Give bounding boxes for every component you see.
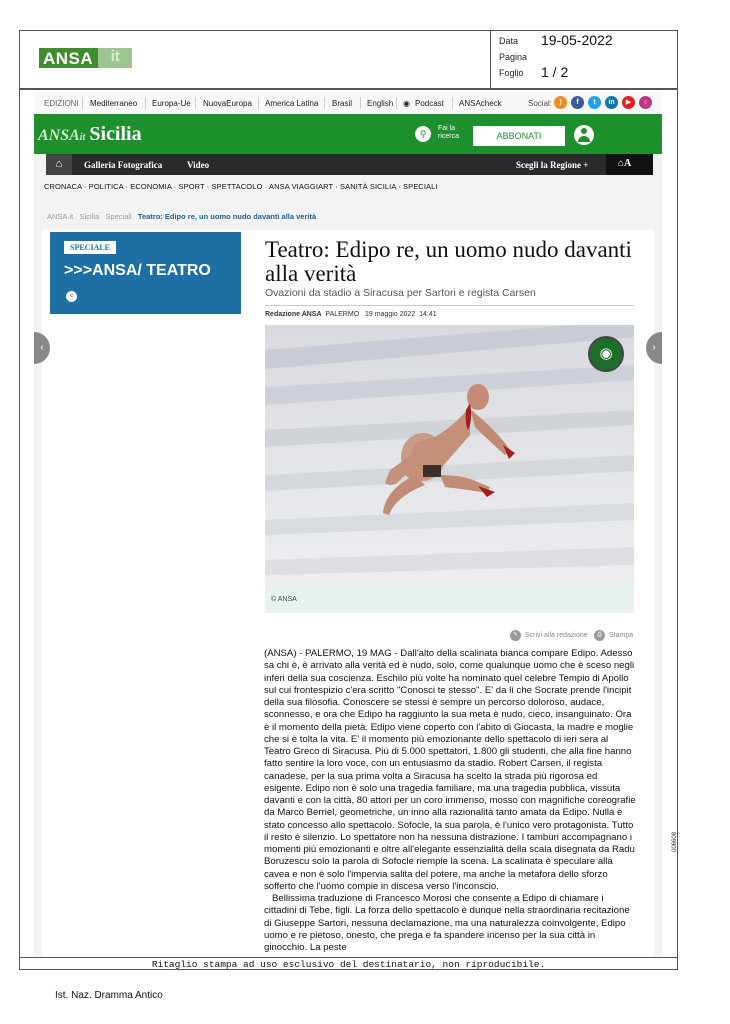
special-title[interactable]: >>>ANSA/ TEATRO xyxy=(64,262,211,279)
web-page-screenshot xyxy=(34,92,662,958)
search-label-line: Fai la xyxy=(438,125,456,132)
special-tag: SPECIALE xyxy=(64,241,116,254)
byline-date: 19 maggio 2022 xyxy=(364,311,416,318)
byline-author: Redazione ANSA xyxy=(265,311,322,318)
clipping-notice: Ritaglio stampa ad uso esclusivo del destinatario, non riproducibile. xyxy=(19,957,678,970)
edition-link[interactable]: ANSAcheck xyxy=(459,99,502,108)
sheet-label: Foglio xyxy=(499,68,524,78)
logo-text: ANSA xyxy=(39,48,98,68)
date-label: Data xyxy=(499,36,519,46)
edition-link[interactable]: English xyxy=(367,99,394,108)
divider xyxy=(265,305,634,306)
home-small-icon: ⌂ xyxy=(618,158,625,169)
write-icon[interactable]: ✎ xyxy=(510,630,521,641)
breadcrumb xyxy=(47,212,316,221)
byline-time: 14:41 xyxy=(419,311,437,318)
search-label[interactable] xyxy=(438,125,459,141)
brand-suffix: it xyxy=(79,132,86,143)
camera-icon[interactable]: ◉ xyxy=(588,336,624,372)
search-icon[interactable]: ⚲ xyxy=(415,126,431,142)
region-select[interactable]: Scegli la Regione + xyxy=(516,160,589,170)
linkedin-icon[interactable]: in xyxy=(605,96,618,109)
article-paragraph: Bellissima traduzione di Francesco Morosi che consente a Edipo di chiamare i cittadini di Tebe, figli. La forza dello spettacolo è dunque nella straordinaria recitazione di Giuseppe Sartori, nessuna declamazione, ma una naturalezza coinvolgente, Edipo uomo e re pietoso, onesto, che prega e fa spandere incenso per la sua città in ginocchio. La peste xyxy=(264,893,630,953)
prev-arrow-icon[interactable]: ‹ xyxy=(34,332,50,364)
search-label-line: ricerca xyxy=(438,133,460,140)
site-brand[interactable] xyxy=(38,123,142,146)
section-link[interactable]: POLITICA xyxy=(88,182,124,191)
home-icon[interactable]: ⌂ xyxy=(46,154,72,175)
edition-link[interactable]: NuovaEuropa xyxy=(203,99,252,108)
section-link[interactable]: SPORT xyxy=(178,182,205,191)
page-label: Pagina xyxy=(499,52,528,62)
brand-ansa: ANSA xyxy=(38,127,80,144)
section-link[interactable]: CRONACA xyxy=(44,182,82,191)
section-link[interactable]: ANSA VIAGGIART xyxy=(268,182,334,191)
byline xyxy=(265,311,437,318)
print-link[interactable]: Stampa xyxy=(609,632,634,639)
photo-scene xyxy=(265,325,634,586)
twitter-icon[interactable]: t xyxy=(588,96,601,109)
breadcrumb-item[interactable]: ANSA.it xyxy=(47,212,74,221)
instagram-icon[interactable]: ○ xyxy=(639,96,652,109)
edition-link[interactable]: America Latina xyxy=(265,99,319,108)
facebook-icon[interactable]: f xyxy=(571,96,584,109)
podcast-icon: ◉ xyxy=(403,99,410,108)
section-link[interactable]: SPETTACOLO xyxy=(211,182,263,191)
sheet-value: 1 / 2 xyxy=(541,64,569,80)
nav-right-label: A xyxy=(624,158,632,169)
photo-credit-bar xyxy=(265,586,634,613)
section-menu: CRONACA · POLITICA · ECONOMIA · SPORT · SPETTACOLO · ANSA VIAGGIART · SANITÀ SICILIA · SPECIALI xyxy=(44,182,438,191)
photo-credit: © ANSA xyxy=(271,596,297,603)
side-code: 006608 xyxy=(672,831,678,852)
rss-icon[interactable]: ) xyxy=(554,96,567,109)
edition-link[interactable]: Podcast xyxy=(415,99,444,108)
edition-link[interactable]: Europa-Ue xyxy=(152,99,191,108)
logo-suffix: it xyxy=(98,48,132,68)
section-link[interactable]: SPECIALI xyxy=(403,182,438,191)
article-paragraph: (ANSA) - PALERMO, 19 MAG - Dall'alto della scalinata bianca compare Edipo. Adesso sa chi è, è arrivato alla verità ed è nudo, solo, come qualunque uomo che è sceso negli inferi della sua coscienza. Eschilo più volte ha nominato quel celebre Tempio di Apollo sul cui frontespizio c'era scritto "Conosci te stesso". E' da lì che Socrate prende l'incipit della sua filosofia. Conoscere se stessi è sempre un percorso doloroso, audace, sconnesso, e ora che Edipo ha raggiunto la sua meta è nudo, cieco, insanguinato. Ora è il momento della pietà. Edipo viene coperto con l'abito di Giocasta, la madre e moglie che si è tolta la vita. E' il momento più emozionante dello spettacolo di ieri sera al Teatro Greco di Siracusa. Più di 5.000 spettatori, 1.800 gli studenti, che alla fine hanno fatto sentire la loro voce, con un entusiasmo da stadio. Robert Carsen, il regista canadese, per la sua prima volta a Siracusa ha scelto la strada più rigorosa ed esigente. Edipo non è solo una tragedia familiare, ma una tragedia pubblica, vissuta davanti e con la città, 80 attori per un coro immenso, mosso con magnifiche coreografie da Marco Berriel, geometriche, un inno alla razionalità tanto amata da Edipo. Nulla è stato concesso allo spettacolo. Sofocle, la sua parola, è l'unico vero protagonista. Tutto il resto è silenzio. Lo spettatore non ha nessuna distrazione. I tamburi accompagnano i momenti più emozionanti e oltre all'elegante essenzialità della scala disegnata da Radu Boruzescu solo la parola di Sofocle riempie la scena. La scalinata è speculare alla cavea e non è solo l'impervia salita del potere, ma anche la metafora dello sforzo sofferto che l'uomo compie in discesa verso l'inconscio. xyxy=(264,648,636,892)
edition-link[interactable]: Brasil xyxy=(332,99,353,108)
article-title: Teatro: Edipo re, un uomo nudo davanti alla verità xyxy=(265,237,632,286)
home-a-link[interactable] xyxy=(618,158,631,169)
user-icon[interactable] xyxy=(574,125,594,145)
breadcrumb-current: Teatro: Edipo re, un uomo nudo davanti alla verità xyxy=(137,212,317,221)
article-photo[interactable] xyxy=(265,325,634,586)
edition-link[interactable]: Mediterraneo xyxy=(90,99,138,108)
date-value: 19-05-2022 xyxy=(541,32,613,48)
subscribe-button[interactable]: ABBONATI xyxy=(473,126,565,146)
share-icon[interactable]: < xyxy=(66,291,77,302)
section-link[interactable]: ECONOMIA xyxy=(130,182,172,191)
breadcrumb-item[interactable]: Sicilia xyxy=(79,212,100,221)
editions-label: EDIZIONI xyxy=(44,99,79,108)
breadcrumb-item[interactable]: Speciali xyxy=(105,212,132,221)
clip-header-divider xyxy=(490,30,491,89)
article-subtitle: Ovazioni da stadio a Siracusa per Sartori e regista Carsen xyxy=(265,287,536,299)
nav-video[interactable]: Video xyxy=(187,160,210,170)
ansa-logo xyxy=(39,48,132,69)
print-icon[interactable]: ⎙ xyxy=(594,630,605,641)
editions-bar xyxy=(34,92,662,115)
brand-region: Sicilia xyxy=(89,123,142,145)
article-body xyxy=(264,648,636,954)
write-to-newsroom-link[interactable]: Scrivi alla redazione xyxy=(525,632,588,639)
nav-gallery[interactable]: Galleria Fotografica xyxy=(84,160,163,170)
byline-city: PALERMO xyxy=(325,311,360,318)
organization-name: Ist. Naz. Dramma Antico xyxy=(55,990,163,1001)
social-label: Social: xyxy=(528,99,553,108)
section-link[interactable]: SANITÀ SICILIA xyxy=(340,182,397,191)
youtube-icon[interactable]: ▶ xyxy=(622,96,635,109)
next-arrow-icon[interactable]: › xyxy=(646,332,662,364)
